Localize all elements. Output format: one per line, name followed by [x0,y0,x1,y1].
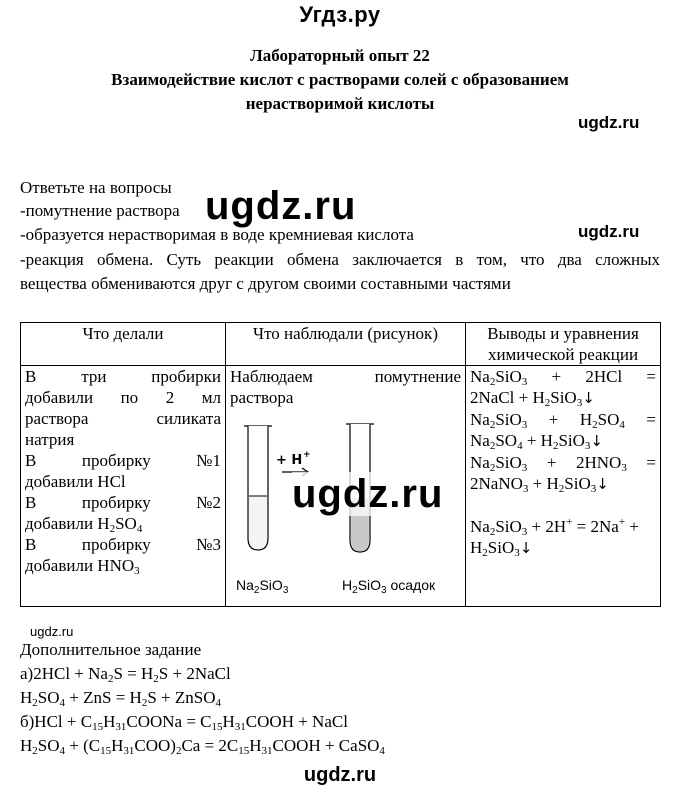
caption-silicic-acid-precipitate: $H_2SiO_3$ осадок [342,577,436,596]
svg-text:+: + [303,450,311,460]
caption-sodium-silicate: $Na_2SiO_3$ [236,577,289,596]
equation-1: $Na_2SiO_3$ + 2HCl = [470,367,656,388]
watermark-right-1: ugdz.ru [578,113,640,132]
col-header-did: Что делали [21,323,226,366]
cell-observed: Наблюдаем помутнение раствора + H + $Na_2SiO_3$ $H_2SiO_3$ осадок [226,366,466,607]
equation-3: $Na_2SiO_3$ + $2HNO_3$ = [470,453,656,474]
extra-equation-1: $а)2HCl + Na_2S = H_2S$ + 2NaCl [20,664,231,685]
answer-line-4: вещества обмениваются друг с другом своими составными частями [20,274,511,293]
site-logo-top[interactable]: Угдз.ру [299,2,381,27]
answer-line-2: -образуется нерастворимая в воде кремниевая кислота [20,225,414,244]
watermark-bottom[interactable]: ugdz.ru [303,764,377,786]
lab-subtitle-line1: Взаимодействие кислот с растворами солей с образованием [111,70,569,89]
extra-heading: Дополнительное задание [20,640,202,659]
watermark-big-2: ugdz.ru [292,472,444,516]
equation-ionic: $Na_2SiO_3 + 2H^+ = 2Na^+$ + [470,516,639,538]
watermark-big-1: ugdz.ru [205,184,357,228]
cell-did: В три пробирки добавили по 2 мл раствора силиката натрия В пробирку №1 добавили HCl В пробирку №2 добавили $H_2SO_4$ В пробирку №3 добавили $HNO_3$ [21,366,226,607]
test-tube-left [244,426,272,550]
cell-equations: $Na_2SiO_3$ + 2HCl = 2NaCl + $H_2SiO_3↓$ $Na_2SiO_3$ + $H_2SO_4$ = $Na_2SO_4$ + $H_2SiO_3↓$ $Na_2SiO_3$ + $2HNO_3$ = 2NaNO$_3$ + $H_2SiO_3↓$ $Na_2SiO_3 + 2H^+ = 2Na^+$ + $H_2SiO_3↓$ [466,366,661,607]
col-header-conclusions: Выводы и уравнения химической реакции [466,323,661,366]
answers-heading: Ответьте на вопросы [20,178,172,197]
watermark-small-left: ugdz.ru [30,624,74,639]
answer-line-3: -реакция обмена. Суть реакции обмена заключается в том, что два сложных [20,250,660,269]
answer-line-1: -помутнение раствора [20,201,180,220]
svg-text:+ H: + H [276,453,303,468]
extra-equation-3: $б)HCl + C_{15}H_{31}COONa$ = $C_{15}H_{31}COOH$ + NaCl [20,712,348,733]
extra-equation-2: $H_2SO_4$ + ZnS = $H_2S$ + ZnSO$_4$ [20,688,221,709]
lab-table [20,322,661,607]
lab-subtitle-line2: нерастворимой кислоты [245,94,435,113]
equation-2: $Na_2SiO_3$ + $H_2SO_4$ = [470,410,656,431]
extra-equation-4: $H_2SO_4 + (C_{15}H_{31}COO)_2Ca$ = $2C_{15}H_{31}COOH$ + CaSO$_4$ [20,736,385,757]
lab-title: Лабораторный опыт 22 [250,46,430,65]
col-header-observed: Что наблюдали (рисунок) [226,323,466,366]
table-header-row [21,323,661,366]
watermark-right-2: ugdz.ru [578,222,640,241]
